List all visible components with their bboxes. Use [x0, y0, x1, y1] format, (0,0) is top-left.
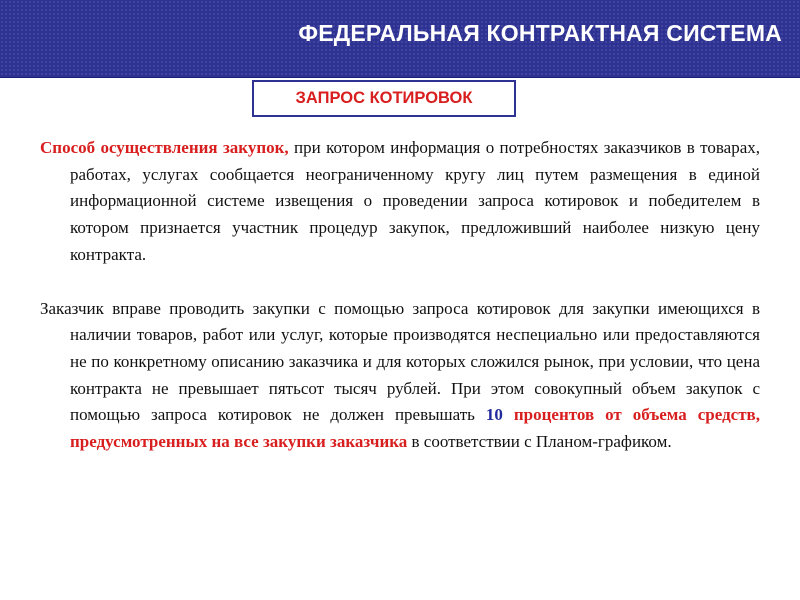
definition-paragraph — [40, 135, 760, 269]
header-bar — [0, 0, 800, 78]
percent-number: 10 — [485, 405, 503, 425]
definition-term: Способ осуществления закупок, — [40, 138, 289, 157]
conditions-text: Заказчик вправе проводить закупки с помощью запроса котировок для закупки имеющихся в наличии товаров, работ или услуг, которые производятся неспециально или предоставляются не по конкретному описанию заказчика и для которых сложился рынок, при условии, что цена контракта не превышает пятьсот тысяч рублей. При этом совокупный объем закупок с помощью запроса котировок не должен превышать — [40, 298, 760, 425]
definition-text: при котором информация о потребностях заказчиков в товарах, работах, услугах сообщается неограниченному кругу лиц путем размещения в единой информационной системе извещения о проведении запроса котировок и победителем в котором признается участник процедур закупок, предложивший наиболее низкую цену контракта. — [70, 138, 760, 264]
conditions-tail: в соответствии с Планом-графиком. — [407, 432, 672, 452]
header-title: ФЕДЕРАЛЬНАЯ КОНТРАКТНАЯ СИСТЕМА — [298, 20, 782, 46]
percent-highlight: процентов от объема средств, предусмотренных на все закупки заказчика — [70, 405, 760, 452]
conditions-paragraph — [40, 296, 760, 456]
body-text — [40, 135, 760, 456]
subtitle-text: ЗАПРОС КОТИРОВОК — [295, 89, 473, 107]
subtitle-box — [252, 80, 516, 117]
